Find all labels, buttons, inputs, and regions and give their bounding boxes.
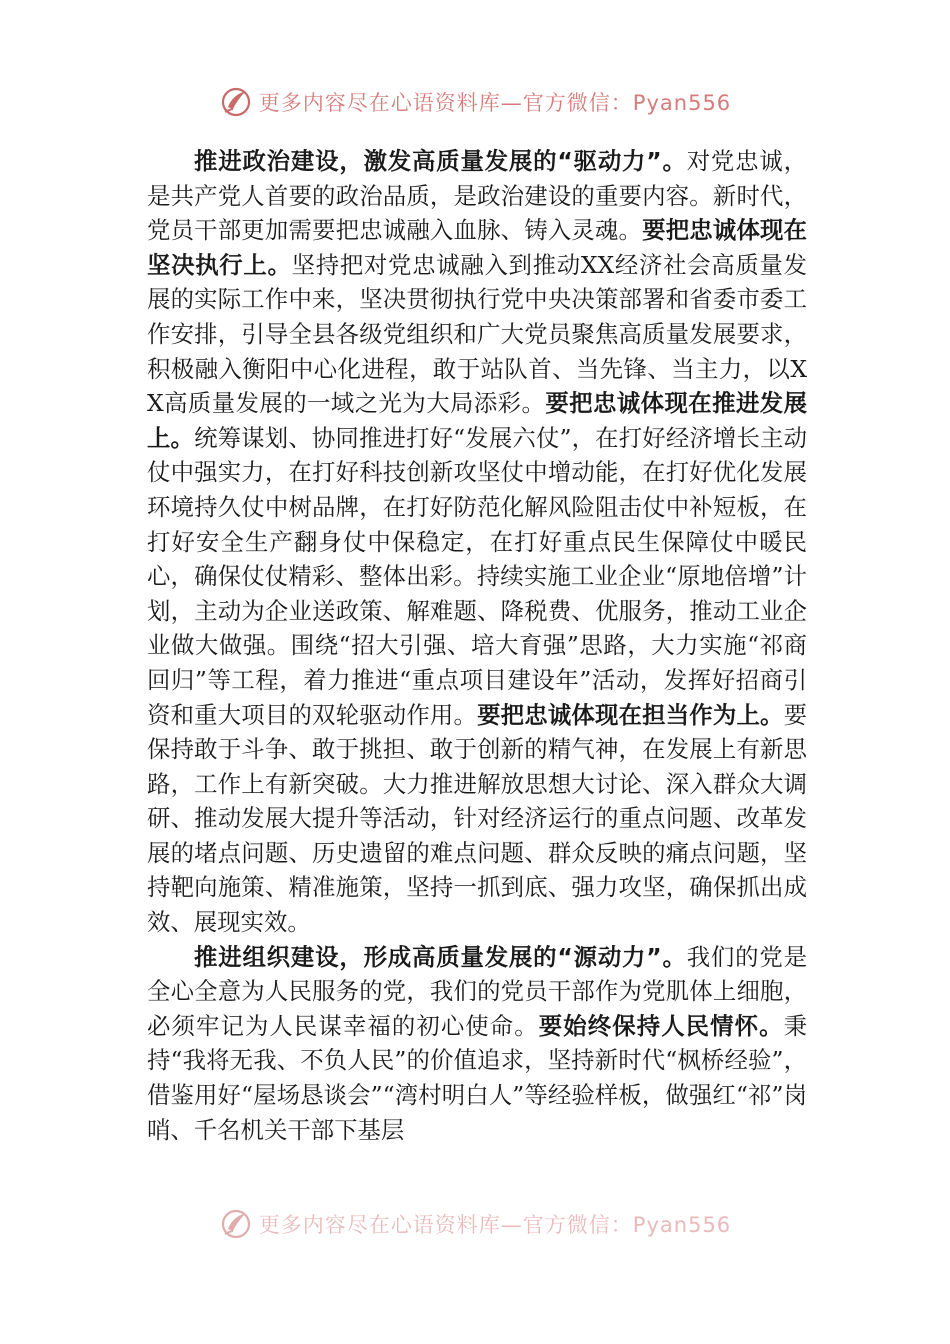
bold-heading: 要把忠诚体现在推进发展上。 — [147, 389, 808, 452]
bold-heading: 推进组织建设，形成高质量发展的“源动力”。 — [194, 942, 687, 971]
paragraph-text: 秉持“我将无我、不负人民”的价值追求，坚持新时代“枫桥经验”，借鉴用好“屋场恳谈会”“湾村明白人”等经验样板，做强红“祁”岗哨、千名机关干部下基层 — [147, 1011, 808, 1144]
paragraph — [147, 940, 807, 1148]
paragraph-text: 对党忠诚，是共产党人首要的政治品质，是政治建设的重要内容。新时代，党员干部更加需要把忠诚融入血脉、铸入灵魂。 — [147, 147, 807, 245]
brush-logo-icon — [219, 85, 253, 119]
article-body — [147, 144, 807, 1147]
watermark-text: 更多内容尽在心语资料库—官方微信：Pyan556 — [258, 1213, 732, 1237]
bold-heading: 要始终保持人民情怀。 — [538, 1011, 784, 1040]
paragraph — [147, 144, 807, 940]
bold-heading: 要把忠诚体现在担当作为上。 — [477, 700, 784, 729]
paragraph-text: 坚持把对党忠诚融入到推动XX经济社会高质量发展的实际工作中来，坚决贯彻执行党中央决策部署和省委市委工作安排，引导全县各级党组织和广大党员聚焦高质量发展要求，积极融入衡阳中心化进程，敢于站队首、当先锋、当主力，以XX高质量发展的一域之光为大局添彩。 — [147, 250, 807, 418]
paragraph-text: 要保持敢于斗争、敢于挑担、敢于创新的精气神，在发展上有新思路，工作上有新突破。大力推进解放思想大讨论、深入群众大调研、推动发展大提升等活动，针对经济运行的重点问题、改革发展的堵点问题、历史遗留的难点问题、群众反映的痛点问题，坚持靶向施策、精准施策，坚持一抓到底、强力攻坚，确保抓出成效、展现实效。 — [147, 700, 807, 937]
watermark-header — [0, 82, 950, 122]
bold-heading: 推进政治建设，激发高质量发展的“驱动力”。 — [194, 147, 687, 175]
watermark-text: 更多内容尽在心语资料库—官方微信：Pyan556 — [258, 91, 732, 115]
paragraph-text: 我们的党是全心全意为人民服务的党，我们的党员干部作为党肌体上细胞，必须牢记为人民谋幸福的初心使命。 — [147, 942, 807, 1040]
bold-heading: 要把忠诚体现在坚决执行上。 — [147, 216, 807, 279]
brush-logo-icon — [219, 1207, 253, 1241]
paragraph-text: 统筹谋划、协同推进打好“发展六仗”，在打好经济增长主动仗中强实力，在打好科技创新攻坚仗中增动能，在打好优化发展环境持久仗中树品牌，在打好防范化解风险阻击仗中补短板，在打好安全生产翻身仗中保稳定，在打好重点民生保障仗中暖民心，确保仗仗精彩、整体出彩。持续实施工业企业“原地倍增”计划，主动为企业送政策、解难题、降税费、优服务，推动工业企业做大做强。围绕“招大引强、培大育强”思路，大力实施“祁商回归”等工程，着力推进“重点项目建设年”活动，发挥好招商引资和重大项目的双轮驱动作用。 — [147, 423, 807, 729]
watermark-footer — [0, 1204, 950, 1244]
